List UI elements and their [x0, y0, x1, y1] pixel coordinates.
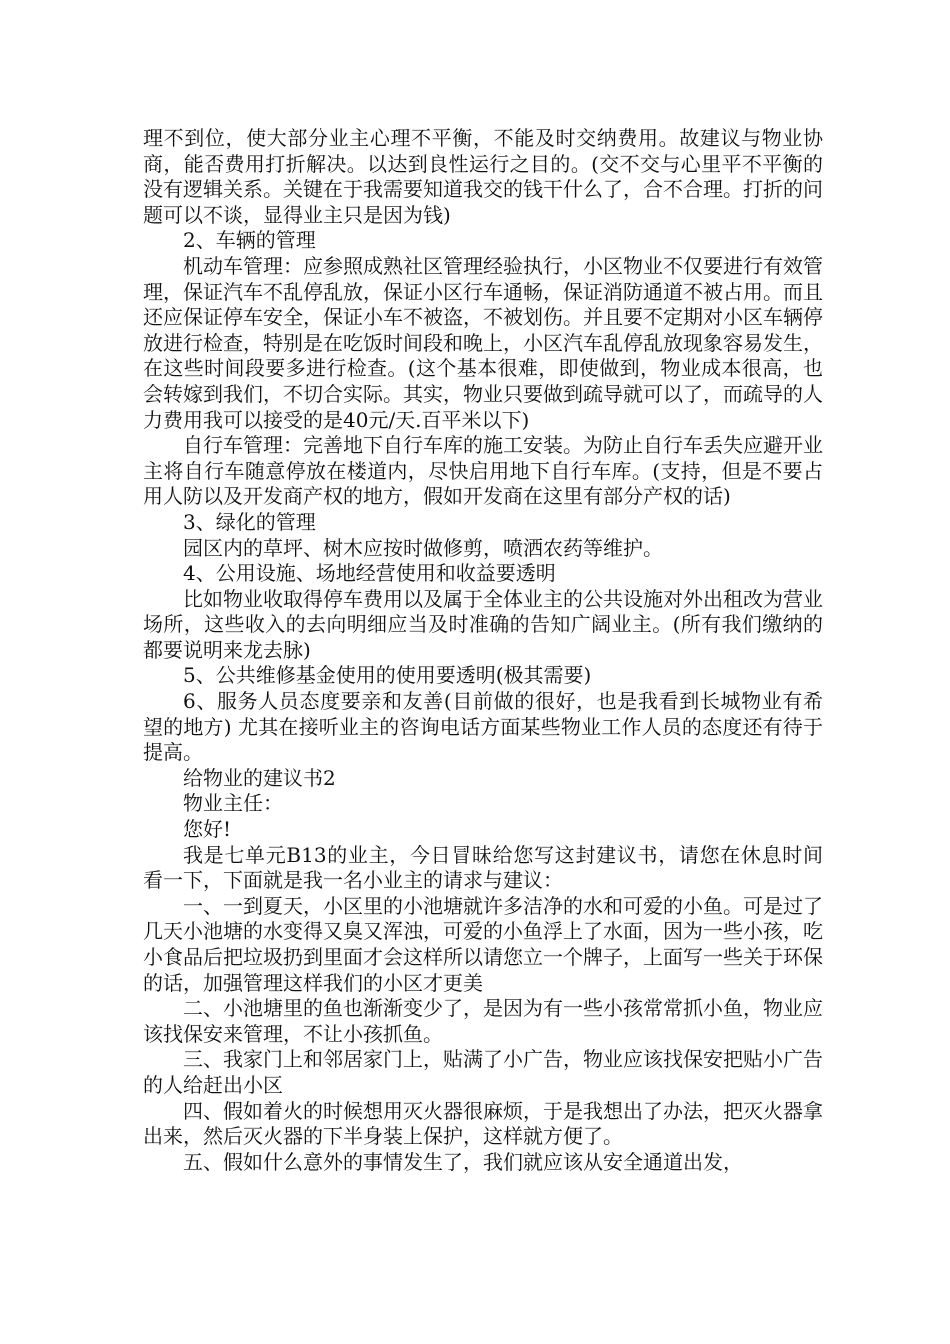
paragraph-service-attitude: 6、服务人员态度要亲和友善(目前做的很好，也是我看到长城物业有希望的地方) 尤其在接听业主的咨询电话方面某些物业工作人员的态度还有待于提高。	[143, 689, 823, 765]
letter-point-3: 三、我家门上和邻居家门上，贴满了小广告，物业应该找保安把贴小广告的人给赶出小区	[143, 1047, 823, 1097]
heading-public-facilities: 4、公用设施、场地经营使用和收益要透明	[183, 561, 556, 586]
heading-vehicle-management: 2、车辆的管理	[183, 228, 316, 253]
paragraph-motor-vehicle: 机动车管理：应参照成熟社区管理经验执行，小区物业不仅要进行有效管理，保证汽车不乱停乱放，保证小区行车通畅，保证消防通道不被占用。而且还应保证停车安全，保证小车不被盗，不被划伤。并且要不定期对小区车辆停放进行检查，特别是在吃饭时间段和晚上，小区汽车乱停乱放现象容易发生，在这些时间段要多进行检查。(这个基本很难，即使做到，物业成本很高，也会转嫁到我们，不切合实际。其实，物业只要做到疏导就可以了，而疏导的人力费用我可以接受的是40元/天.百平米以下)	[143, 253, 823, 432]
letter-point-4: 四、假如着火的时候想用灭火器很麻烦，于是我想出了办法，把灭火器拿出来，然后灭火器的下半身装上保护，这样就方便了。	[143, 1098, 823, 1149]
letter-point-2: 二、小池塘里的鱼也渐渐变少了，是因为有一些小孩常常抓小鱼，物业应该找保安来管理，不让小孩抓鱼。	[143, 996, 823, 1046]
paragraph-public-facilities: 比如物业收取得停车费用以及属于全体业主的公共设施对外出租改为营业场所，这些收入的去向明细应当及时准确的告知广阔业主。(所有我们缴纳的都要说明来龙去脉)	[143, 586, 823, 662]
document-body	[143, 126, 823, 1175]
paragraph-bicycle: 自行车管理：完善地下自行车库的施工安装。为防止自行车丢失应避开业主将自行车随意停放在楼道内，尽快启用地下自行车库。(支持，但是不要占用人防以及开发商产权的地方，假如开发商在这里有部分产权的话)	[143, 433, 823, 509]
heading-letter-2: 给物业的建议书2	[183, 765, 336, 790]
letter-salutation: 物业主任：	[183, 791, 283, 816]
heading-greening: 3、绿化的管理	[183, 509, 316, 534]
paragraph-greening: 园区内的草坪、树木应按时做修剪，喷洒农药等维护。	[183, 535, 663, 560]
letter-intro: 我是七单元B13的业主，今日冒昧给您写这封建议书，请您在休息时间看一下，下面就是我一名小业主的请求与建议：	[143, 842, 823, 893]
letter-point-1: 一、一到夏天，小区里的小池塘就许多洁净的水和可爱的小鱼。可是过了几天小池塘的水变得又臭又浑浊，可爱的小鱼浮上了水面，因为一些小孩，吃小食品后把垃圾扔到里面才会这样所以请您立一个牌子，上面写一些关于环保的话，加强管理这样我们的小区才更美	[143, 893, 823, 995]
letter-point-5: 五、假如什么意外的事情发生了，我们就应该从安全通道出发，	[183, 1149, 743, 1174]
heading-maintenance-fund: 5、公共维修基金使用的使用要透明(极其需要)	[183, 663, 592, 688]
letter-greeting: 您好!	[183, 817, 232, 842]
paragraph-fee-discount: 理不到位，使大部分业主心理不平衡，不能及时交纳费用。故建议与物业协商，能否费用打折解决。以达到良性运行之目的。(交不交与心里平不平衡的没有逻辑关系。关键在于我需要知道我交的钱干什么了，合不合理。打折的问题可以不谈，显得业主只是因为钱)	[143, 126, 823, 227]
